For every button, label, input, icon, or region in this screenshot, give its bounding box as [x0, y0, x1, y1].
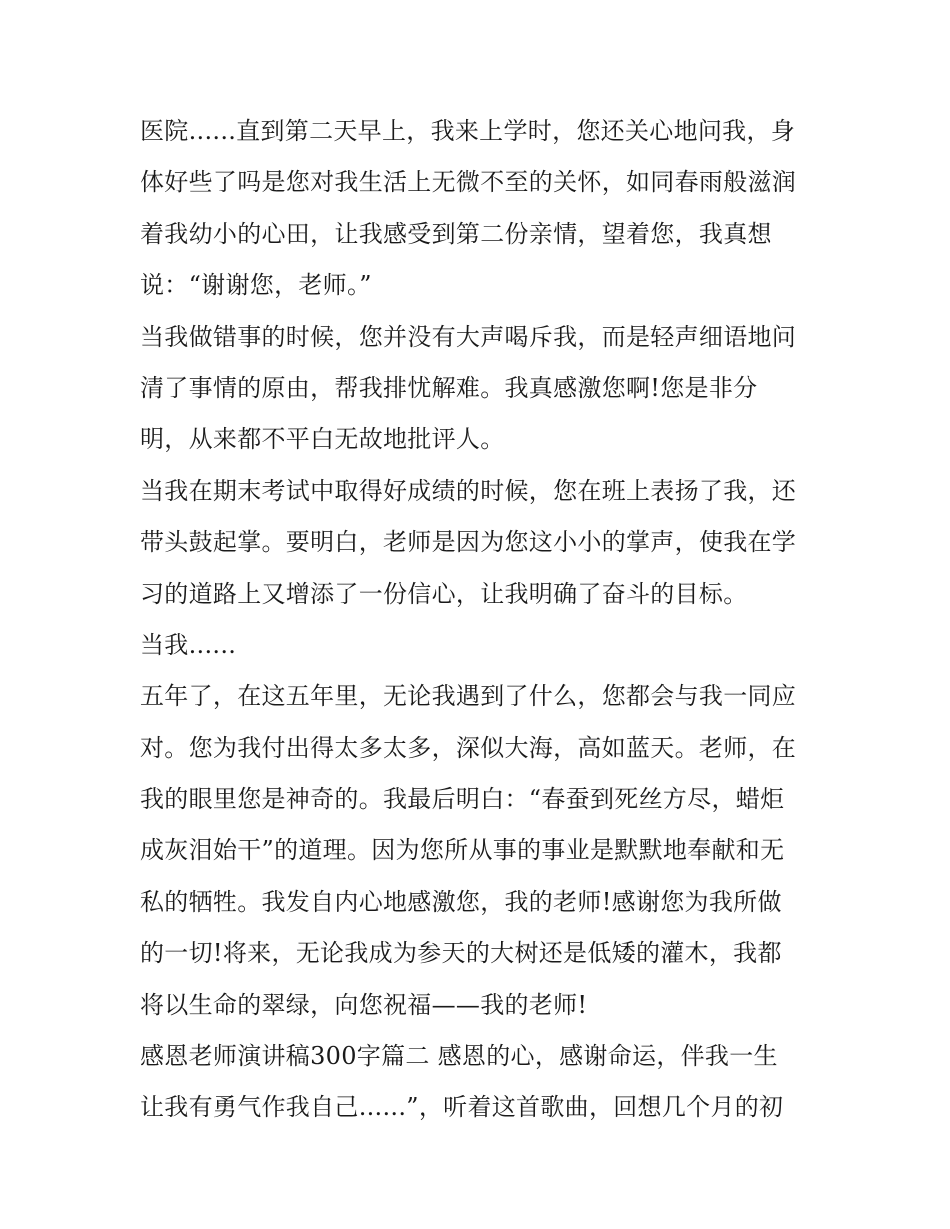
text-line: 医院......直到第二天早上，我来上学时，您还关心地问我，身: [140, 117, 796, 145]
text-line: 清了事情的原由，帮我排忧解难。我真感激您啊!您是非分: [140, 373, 758, 402]
text-line: 五年了，在这五年里，无论我遇到了什么，您都会与我一同应: [140, 682, 797, 711]
text-line: 私的牺牲。我发自内心地感激您，我的老师!感谢您为我所做: [140, 887, 782, 916]
text-line: 感恩老师演讲稿300字篇二 感恩的心，感谢命运，伴我一生: [140, 1042, 778, 1071]
text-line: 着我幼小的心田，让我感受到第二份亲情，望着您，我真想: [140, 219, 772, 248]
text-line: 我的眼里您是神奇的。我最后明白：“春蚕到死丝方尽，蜡炬: [140, 785, 785, 814]
text-line: 习的道路上又增添了一份信心，让我明确了奋斗的目标。: [140, 579, 748, 608]
text-line: 明，从来都不平白无故地批评人。: [140, 425, 505, 454]
text-line: 将以生命的翠绿，向您祝福——我的老师!: [140, 990, 588, 1019]
text-line: 当我在期末考试中取得好成绩的时候，您在班上表扬了我，还: [140, 476, 797, 505]
text-line: 对。您为我付出得太多太多，深似大海，高如蓝天。老师，在: [140, 733, 797, 762]
text-line: 当我做错事的时候，您并没有大声喝斥我，而是轻声细语地问: [140, 322, 797, 351]
text-line: 说：“谢谢您，老师。”: [140, 271, 372, 300]
text-line: 让我有勇气作我自己......”，听着这首歌曲，回想几个月的初: [140, 1093, 784, 1122]
text-line: 成灰泪始干”的道理。因为您所从事的事业是默默地奉献和无: [140, 836, 785, 865]
text-line: 的一切!将来，无论我成为参天的大树还是低矮的灌木，我都: [140, 939, 782, 968]
text-line: 当我......: [140, 630, 237, 659]
document-body: [140, 106, 830, 1134]
text-line: 体好些了吗是您对我生活上无微不至的关怀，如同春雨般滋润: [140, 168, 797, 197]
text-line: 带头鼓起掌。要明白，老师是因为您这小小的掌声，使我在学: [140, 528, 797, 557]
